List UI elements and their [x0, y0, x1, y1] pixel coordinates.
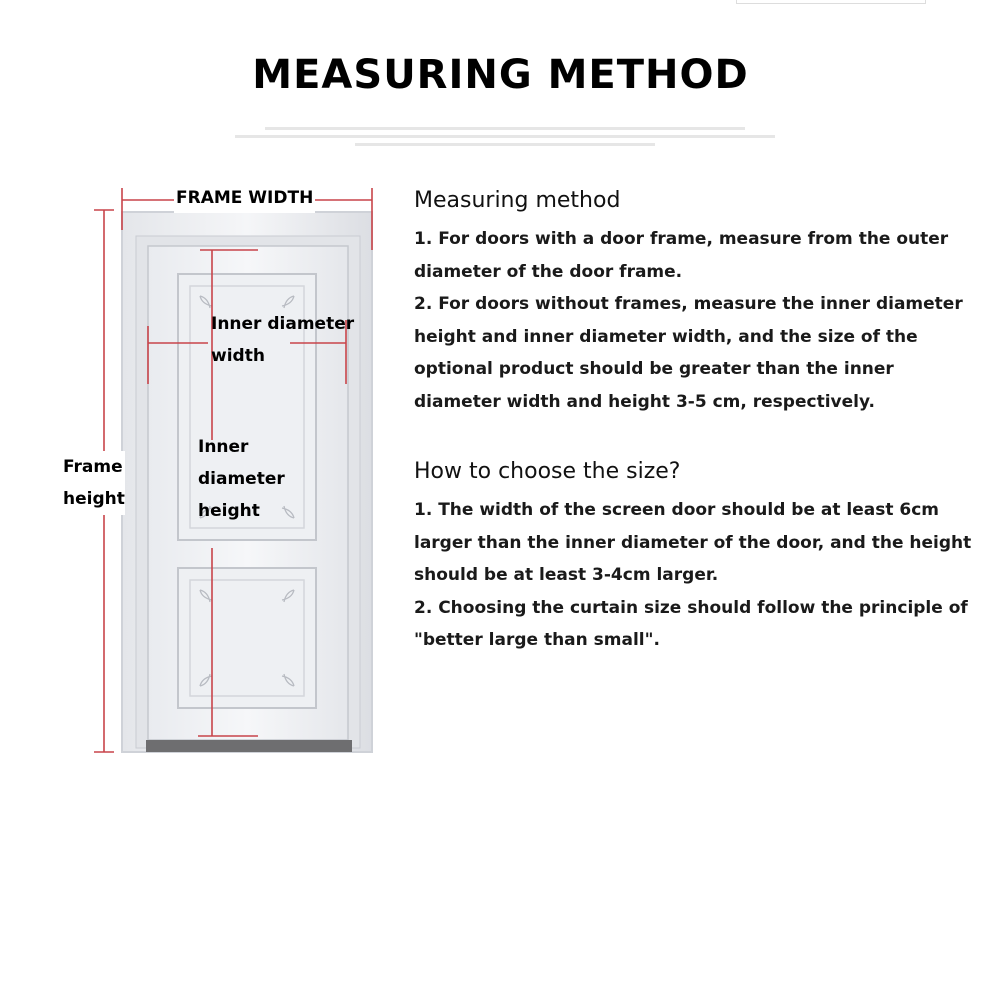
inner-height-label: [198, 431, 285, 527]
choose-heading: How to choose the size?: [414, 459, 681, 484]
measuring-item-1: 1. For doors with a door frame, measure from the outer diameter of the door frame.: [414, 229, 949, 282]
inner-width-label-line-1: Inner diameter: [211, 314, 355, 334]
choose-section: [414, 454, 974, 657]
lower-panel: [178, 568, 316, 708]
inner-height-label-line-1: Inner: [198, 437, 249, 457]
door-diagram: [0, 0, 400, 1001]
measuring-item-2: 2. For doors without frames, measure the inner diameter height and inner diameter width, and the size of the optional product should be greater than the inner diameter width and height 3-5 cm, respectively.: [414, 294, 963, 412]
inner-width-label: [211, 308, 354, 372]
inner-width-label-line-2: width: [211, 346, 265, 366]
inner-height-label-line-2: diameter: [198, 469, 285, 489]
choose-item-2: 2. Choosing the curtain size should follow the principle of "better large than small".: [414, 597, 968, 651]
frame-width-label: FRAME WIDTH: [174, 183, 315, 213]
inner-height-label-line-3: height: [198, 501, 260, 521]
measuring-heading: Measuring method: [414, 188, 621, 213]
frame-height-label-line-2: height: [63, 489, 125, 509]
floor-strip: [146, 740, 352, 752]
frame-height-label-line-1: Frame: [63, 457, 123, 477]
top-decor-box: [736, 0, 926, 4]
frame-height-label: [63, 451, 125, 515]
page-title: MEASURING METHOD: [252, 52, 749, 98]
measuring-section: [414, 183, 974, 419]
choose-item-1: 1. The width of the screen door should be at least 6cm larger than the inner diameter of the door, and the height should be at least 3-4cm larger.: [414, 500, 972, 586]
